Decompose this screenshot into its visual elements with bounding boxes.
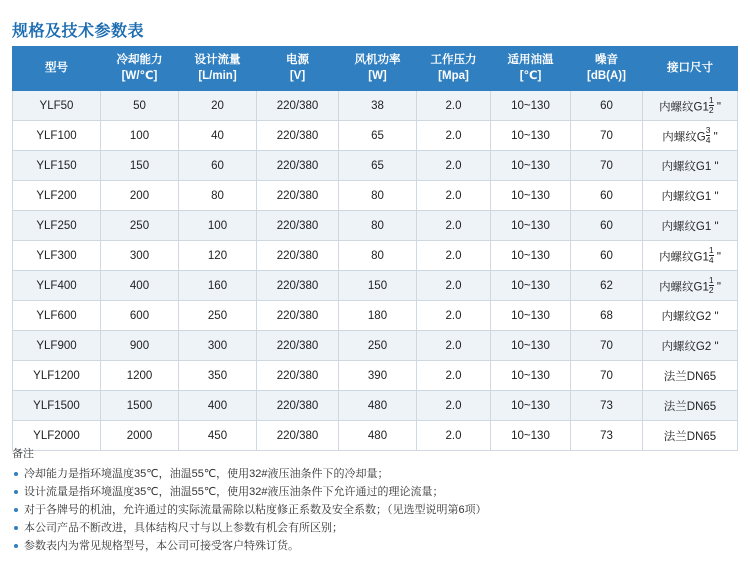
col-header-noise-line2: [dB(A)] [587,69,626,82]
cell-model: YLF600 [13,301,101,331]
cell-noise: 62 [571,271,643,301]
table-row [13,211,738,241]
cell-oil-temp: 10~130 [491,211,571,241]
cell-power-supply: 220/380 [257,211,339,241]
cell-model: YLF2000 [13,421,101,451]
cell-fan-power: 250 [339,331,417,361]
cell-cooling: 200 [101,181,179,211]
col-header-cooling-line2: [W/℃] [121,69,158,82]
table-row [13,121,738,151]
cell-pressure: 2.0 [417,151,491,181]
cell-power-supply: 220/380 [257,241,339,271]
cell-power-supply: 220/380 [257,121,339,151]
cell-fan-power: 80 [339,181,417,211]
cell-flow: 300 [179,331,257,361]
col-header-port-size-line1: 接口尺寸 [667,61,713,74]
cell-pressure: 2.0 [417,361,491,391]
cell-cooling: 1200 [101,361,179,391]
table-row [13,151,738,181]
cell-port-size: 内螺纹G1 $\frac{1}{2}$ " [643,271,738,301]
col-header-fan-power [339,47,417,91]
cell-power-supply: 220/380 [257,421,339,451]
col-header-flow-line1: 设计流量 [194,54,241,66]
cell-port-size: 内螺纹G1 $\frac{1}{2}$ " [643,91,738,121]
cell-fan-power: 480 [339,421,417,451]
col-header-pressure [417,47,491,91]
cell-port-size: 法兰DN65 [643,421,738,451]
cell-pressure: 2.0 [417,241,491,271]
cell-power-supply: 220/380 [257,361,339,391]
cell-port-size: 内螺纹G1 $\frac{1}{4}$ " [643,241,738,271]
col-header-power-supply-line1: 电源 [286,54,309,66]
notes-list [12,466,738,555]
table-header-row [13,47,738,91]
col-header-fan-power-line2: [W] [368,69,387,82]
cell-flow: 120 [179,241,257,271]
note-item: 参数表内为常见规格型号，本公司可接受客户特殊订货。 [12,538,738,555]
table-row [13,91,738,121]
cell-flow: 400 [179,391,257,421]
cell-flow: 450 [179,421,257,451]
col-header-port-size [643,47,738,91]
col-header-cooling [101,47,179,91]
note-item: 对于各牌号的机油，允许通过的实际流量需除以粘度修正系数及安全系数；（见选型说明第6项） [12,502,738,519]
cell-port-size: 内螺纹G1 " [643,181,738,211]
cell-oil-temp: 10~130 [491,181,571,211]
page-title: 规格及技术参数表 [12,23,145,40]
cell-model: YLF900 [13,331,101,361]
cell-cooling: 150 [101,151,179,181]
cell-oil-temp: 10~130 [491,331,571,361]
table-row [13,391,738,421]
specifications-table [12,46,738,451]
cell-oil-temp: 10~130 [491,151,571,181]
cell-pressure: 2.0 [417,421,491,451]
cell-cooling: 600 [101,301,179,331]
cell-fan-power: 390 [339,361,417,391]
cell-port-size: 内螺纹G1 " [643,151,738,181]
cell-flow: 160 [179,271,257,301]
cell-pressure: 2.0 [417,211,491,241]
table-row [13,361,738,391]
cell-flow: 100 [179,211,257,241]
cell-fan-power: 80 [339,241,417,271]
cell-cooling: 900 [101,331,179,361]
cell-flow: 80 [179,181,257,211]
cell-power-supply: 220/380 [257,91,339,121]
cell-noise: 68 [571,301,643,331]
table-body [13,91,738,451]
col-header-flow-line2: [L/min] [198,69,237,82]
col-header-model-line1: 型号 [45,61,68,74]
cell-pressure: 2.0 [417,181,491,211]
cell-port-size: 内螺纹G2 " [643,331,738,361]
cell-fan-power: 80 [339,211,417,241]
cell-model: YLF200 [13,181,101,211]
col-header-oil-temp-line1: 适用油温 [507,54,554,66]
note-item: 本公司产品不断改进，具体结构尺寸与以上参数有机会有所区别； [12,520,738,537]
cell-model: YLF1200 [13,361,101,391]
cell-noise: 60 [571,91,643,121]
cell-fan-power: 480 [339,391,417,421]
notes-title: 备注 [12,448,34,460]
cell-power-supply: 220/380 [257,151,339,181]
cell-port-size: 法兰DN65 [643,361,738,391]
cell-noise: 60 [571,241,643,271]
cell-power-supply: 220/380 [257,301,339,331]
cell-model: YLF250 [13,211,101,241]
cell-fan-power: 65 [339,151,417,181]
col-header-cooling-line1: 冷却能力 [116,54,163,66]
cell-power-supply: 220/380 [257,331,339,361]
cell-flow: 20 [179,91,257,121]
cell-model: YLF1500 [13,391,101,421]
table-row [13,301,738,331]
col-header-power-supply-line2: [V] [289,69,306,82]
cell-port-size: 法兰DN65 [643,391,738,421]
cell-oil-temp: 10~130 [491,271,571,301]
cell-oil-temp: 10~130 [491,361,571,391]
cell-noise: 70 [571,331,643,361]
cell-noise: 73 [571,391,643,421]
col-header-model [13,47,101,91]
col-header-power-supply [257,47,339,91]
cell-pressure: 2.0 [417,331,491,361]
col-header-oil-temp-line2: [℃] [519,69,542,82]
cell-pressure: 2.0 [417,391,491,421]
cell-oil-temp: 10~130 [491,421,571,451]
col-header-oil-temp [491,47,571,91]
cell-noise: 70 [571,361,643,391]
table-row [13,271,738,301]
cell-fan-power: 150 [339,271,417,301]
cell-cooling: 100 [101,121,179,151]
col-header-pressure-line1: 工作压力 [430,54,477,66]
cell-power-supply: 220/380 [257,271,339,301]
cell-flow: 350 [179,361,257,391]
cell-oil-temp: 10~130 [491,391,571,421]
cell-power-supply: 220/380 [257,391,339,421]
cell-power-supply: 220/380 [257,181,339,211]
cell-oil-temp: 10~130 [491,121,571,151]
cell-oil-temp: 10~130 [491,91,571,121]
cell-noise: 60 [571,181,643,211]
col-header-pressure-line2: [Mpa] [438,69,469,82]
cell-port-size: 内螺纹G1 " [643,211,738,241]
cell-flow: 60 [179,151,257,181]
cell-pressure: 2.0 [417,121,491,151]
cell-port-size: 内螺纹G2 " [643,301,738,331]
cell-model: YLF300 [13,241,101,271]
cell-noise: 73 [571,421,643,451]
cell-cooling: 2000 [101,421,179,451]
cell-noise: 70 [571,121,643,151]
cell-pressure: 2.0 [417,301,491,331]
col-header-noise [571,47,643,91]
cell-oil-temp: 10~130 [491,241,571,271]
cell-cooling: 300 [101,241,179,271]
cell-model: YLF100 [13,121,101,151]
cell-fan-power: 180 [339,301,417,331]
note-item: 设计流量是指环境温度35℃，油温55℃，使用32#液压油条件下允许通过的理论流量； [12,484,738,501]
cell-model: YLF150 [13,151,101,181]
table-row [13,331,738,361]
table-header [13,47,738,91]
cell-flow: 250 [179,301,257,331]
cell-cooling: 50 [101,91,179,121]
cell-noise: 60 [571,211,643,241]
cell-oil-temp: 10~130 [491,301,571,331]
table-row [13,181,738,211]
cell-cooling: 250 [101,211,179,241]
note-item: 冷却能力是指环境温度35℃，油温55℃，使用32#液压油条件下的冷却量； [12,466,738,483]
col-header-fan-power-line1: 风机功率 [354,54,401,66]
cell-flow: 40 [179,121,257,151]
cell-model: YLF50 [13,91,101,121]
col-header-noise-line1: 噪音 [595,54,618,66]
cell-port-size: 内螺纹G $\frac{3}{4}$ " [643,121,738,151]
cell-fan-power: 38 [339,91,417,121]
notes-section [12,446,738,556]
col-header-flow [179,47,257,91]
cell-noise: 70 [571,151,643,181]
cell-pressure: 2.0 [417,91,491,121]
cell-fan-power: 65 [339,121,417,151]
cell-pressure: 2.0 [417,271,491,301]
cell-model: YLF400 [13,271,101,301]
cell-cooling: 1500 [101,391,179,421]
cell-cooling: 400 [101,271,179,301]
table-row [13,241,738,271]
